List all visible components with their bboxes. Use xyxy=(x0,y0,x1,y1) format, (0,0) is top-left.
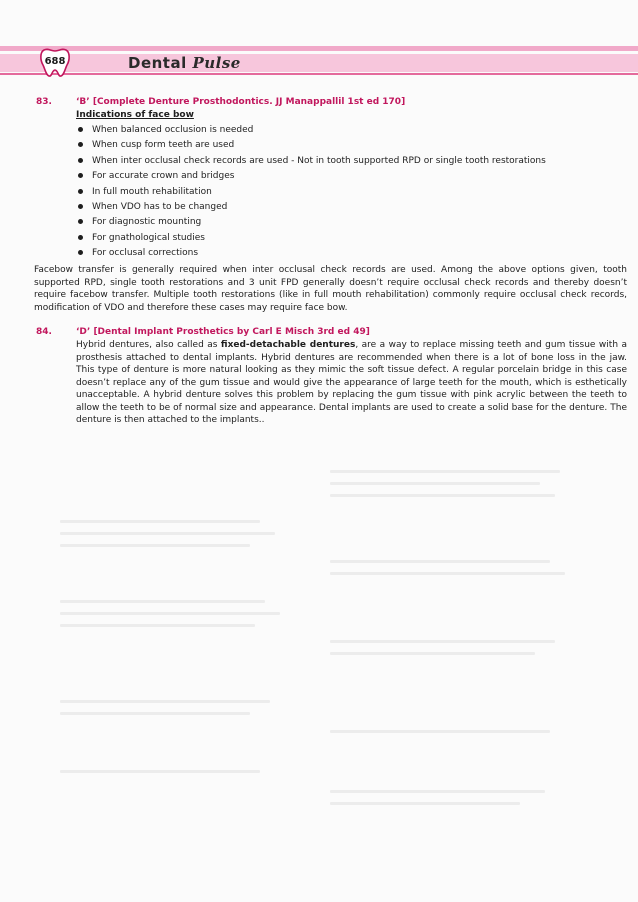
answer-explanation: Facebow transfer is generally required when inter occlusal check records are used. Among the above options given, tooth supported RPD, single tooth restorations and 3 unit FPD generally doesn’t require occlusal check records and thereby doesn’t require facebow transfer. Multiple tooth restorations (like in full mouth rehabilitation) commonly require occlusal check records, modification of VDO and therefore these cases may require face bow. xyxy=(34,265,627,313)
answer-subheading: Indications of face bow xyxy=(76,110,194,120)
list-item: When balanced occlusion is needed xyxy=(76,124,586,139)
bullet-icon xyxy=(78,250,83,255)
header-band-line xyxy=(0,73,638,75)
list-item: When VDO has to be changed xyxy=(76,201,586,216)
list-item: For diagnostic mounting xyxy=(76,216,586,231)
list-item: For gnathological studies xyxy=(76,232,586,247)
header-band xyxy=(0,54,638,72)
indications-list xyxy=(76,124,586,263)
bullet-icon xyxy=(78,142,83,147)
bullet-icon xyxy=(78,204,83,209)
answer-84 xyxy=(36,326,627,426)
bullet-icon xyxy=(78,189,83,194)
bullet-icon xyxy=(78,219,83,224)
answer-number: 84. xyxy=(36,327,52,337)
answer-83 xyxy=(34,96,627,326)
bullet-icon xyxy=(78,158,83,163)
bullet-icon xyxy=(78,173,83,178)
page-title xyxy=(128,54,241,72)
title-italic: Pulse xyxy=(192,54,241,72)
title-main: Dental xyxy=(128,54,193,72)
answer-reference: ‘D’ [Dental Implant Prosthetics by Carl E Misch 3rd ed 49] xyxy=(76,327,370,337)
answer-explanation: Hybrid dentures, also called as fixed-detachable dentures, are a way to replace missing teeth and gum tissue with a prosthesis attached to dental implants. Hybrid dentures are recommended when there is a lot of bone loss in the jaw. This type of denture is more natural looking as they mimic the soft tissue defect. A regular porcelain bridge in this case doesn’t replace any of the gum tissue and would give the appearance of large teeth for the mouth, which is esthetically unacceptable. A hybrid denture solves this problem by replacing the gum tissue with pink acrylic between the teeth to allow the teeth to be of normal size and appearance. Dental implants are used to create a solid base for the denture. The denture is then attached to the implants.. xyxy=(76,340,627,425)
answer-number: 83. xyxy=(36,97,52,107)
list-item: When inter occlusal check records are used - Not in tooth supported RPD or single tooth restorations xyxy=(76,155,586,170)
list-item: In full mouth rehabilitation xyxy=(76,186,586,201)
list-item: When cusp form teeth are used xyxy=(76,139,586,154)
list-item: For occlusal corrections xyxy=(76,247,586,262)
page-number: 688 xyxy=(44,56,66,67)
bullet-icon xyxy=(78,127,83,132)
list-item: For accurate crown and bridges xyxy=(76,170,586,185)
bold-term: fixed-detachable dentures xyxy=(220,340,356,350)
answer-reference: ‘B’ [Complete Denture Prosthodontics. JJ Manappallil 1st ed 170] xyxy=(76,97,406,107)
header-band-top xyxy=(0,46,638,51)
bullet-icon xyxy=(78,235,83,240)
